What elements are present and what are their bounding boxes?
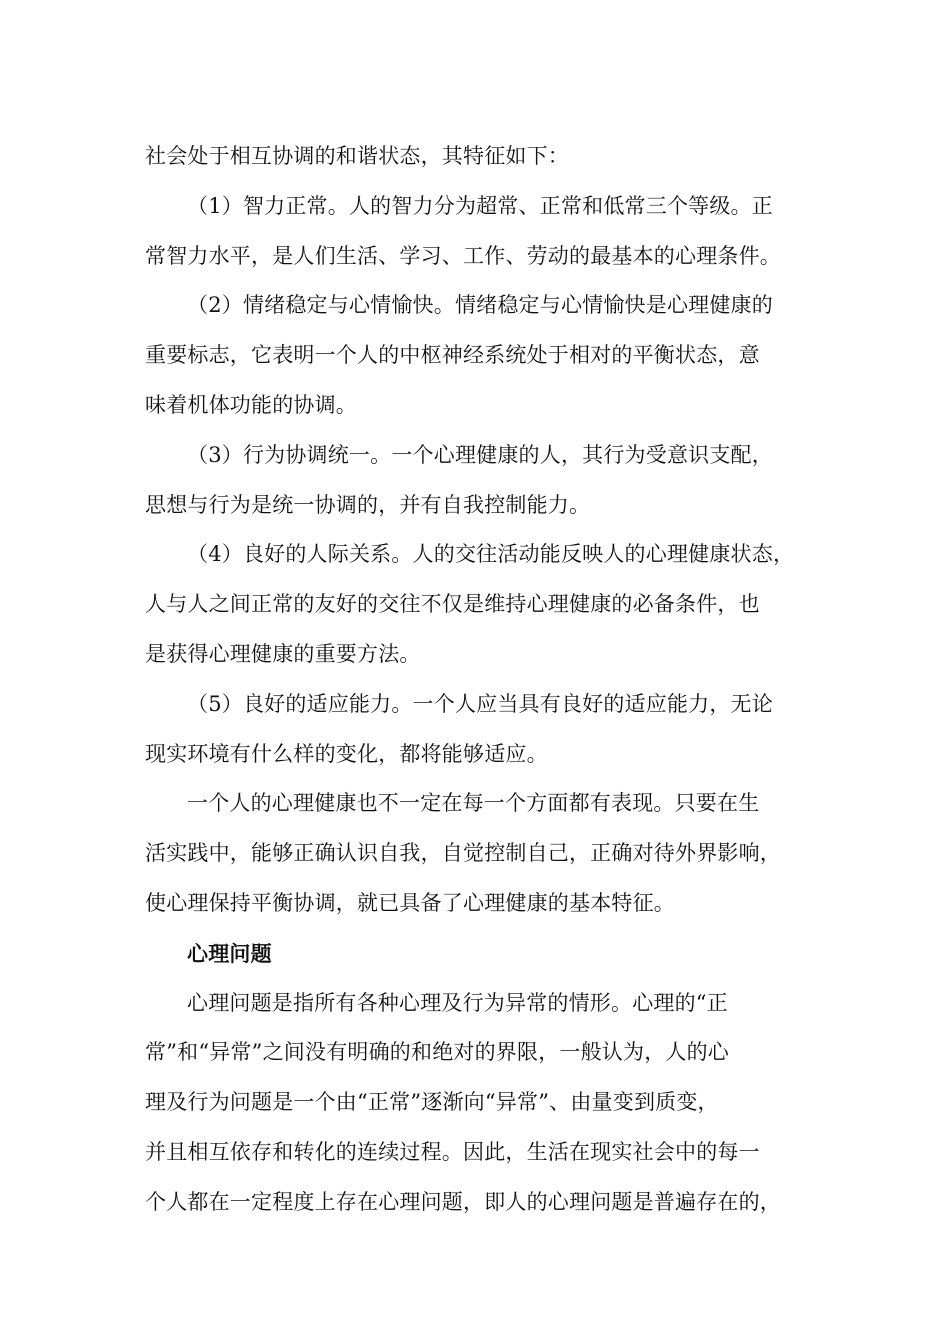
document-body	[145, 132, 825, 1228]
paragraph-start-line: 一个人的心理健康也不一定在每一个方面都有表现。只要在生	[187, 791, 760, 816]
text-line: 活实践中，能够正确认识自我，自觉控制自己，正确对待外界影响，	[145, 841, 781, 866]
text-line: 味着机体功能的协调。	[145, 392, 357, 417]
text-line: 社会处于相互协调的和谐状态，其特征如下：	[145, 144, 569, 168]
text-line: 思想与行为是统一协调的，并有自我控制能力。	[145, 492, 591, 517]
paragraph-start-line: 心理问题是指所有各种心理及行为异常的情形。心理的“正	[187, 990, 728, 1015]
text-line: 是获得心理健康的重要方法。	[145, 641, 421, 666]
text-line: 并且相互依存和转化的连续过程。因此，生活在现实社会中的每一	[145, 1139, 760, 1164]
text-line: 常智力水平，是人们生活、学习、工作、劳动的最基本的心理条件。	[145, 243, 781, 268]
text-line: 重要标志，它表明一个人的中枢神经系统处于相对的平衡状态，意	[145, 343, 760, 368]
list-item-2-line: （2）情绪稳定与心情愉快。情绪稳定与心情愉快是心理健康的	[187, 293, 773, 318]
list-item-5-line: （5）良好的适应能力。一个人应当具有良好的适应能力，无论	[187, 691, 773, 716]
list-item-4-line: （4）良好的人际关系。人的交往活动能反映人的心理健康状态，	[187, 542, 795, 567]
list-item-3-line: （3）行为协调统一。一个心理健康的人，其行为受意识支配，	[187, 442, 773, 467]
text-line: 理及行为问题是一个由“正常”逐渐向“异常”、由量变到质变，	[145, 1090, 719, 1115]
text-line: 现实环境有什么样的变化，都将能够适应。	[145, 741, 548, 766]
list-item-1-line: （1）智力正常。人的智力分为超常、正常和低常三个等级。正	[187, 193, 773, 218]
text-line: 常”和“异常”之间没有明确的和绝对的界限，一般认为，人的心	[145, 1040, 730, 1065]
text-line: 个人都在一定程度上存在心理问题，即人的心理问题是普遍存在的，	[145, 1189, 781, 1214]
text-line: 使心理保持平衡协调，就已具备了心理健康的基本特征。	[145, 890, 675, 915]
text-line: 人与人之间正常的友好的交往不仅是维持心理健康的必备条件，也	[145, 592, 760, 617]
section-heading: 心理问题	[187, 940, 272, 966]
